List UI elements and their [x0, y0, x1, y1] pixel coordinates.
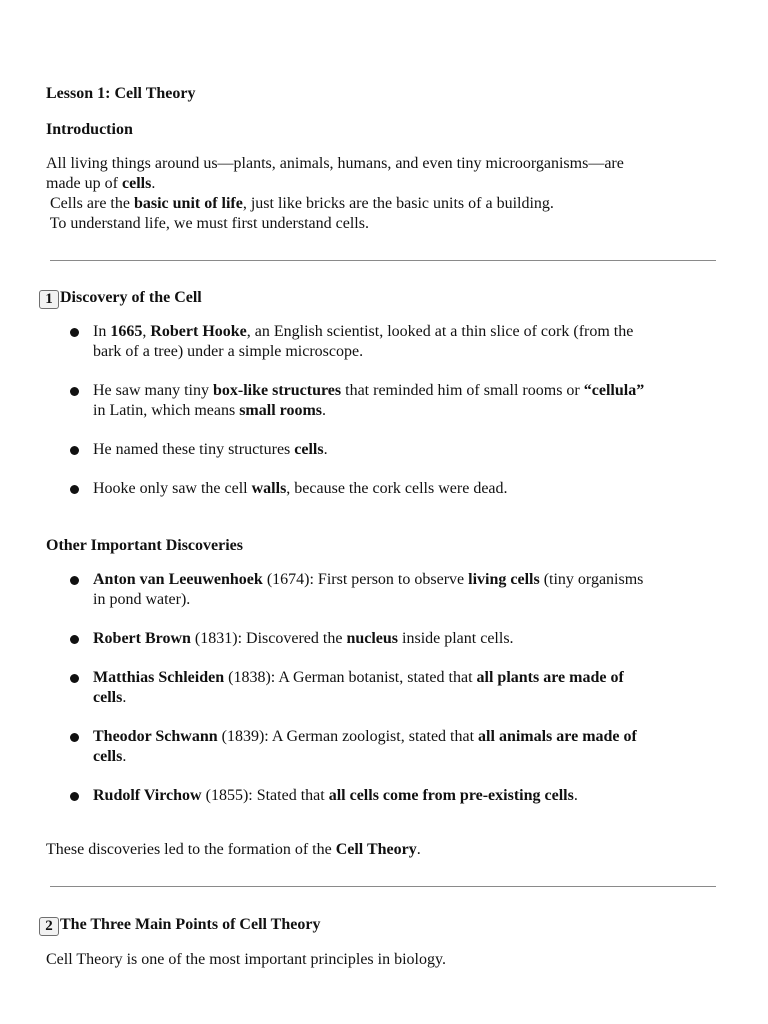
bullet-icon	[70, 322, 80, 332]
section-1-heading	[39, 288, 202, 309]
keycap-number-1-icon: 1	[39, 290, 59, 309]
text-run: .	[323, 441, 328, 458]
text-run: ,	[142, 323, 151, 340]
list-item-line	[93, 688, 733, 708]
bold-run: Matthias Schleiden	[93, 669, 225, 686]
text-run: Hooke only saw the cell	[93, 480, 252, 497]
list-item	[93, 440, 733, 460]
bold-run: basic unit of life	[133, 195, 243, 212]
bold-run: nucleus	[346, 630, 399, 647]
intro-paragraph	[46, 154, 624, 234]
section-1-title: Discovery of the Cell	[60, 289, 202, 306]
text-run: .	[122, 689, 127, 706]
list-item-line: in pond water).	[93, 591, 191, 608]
intro-heading: Introduction	[46, 121, 133, 138]
bold-run: Theodor Schwann	[93, 728, 218, 745]
list-item	[93, 479, 733, 499]
text-run: that reminded him of small rooms or	[341, 382, 584, 399]
list-item-line	[93, 440, 733, 460]
intro-line-4: To understand life, we must first understand cells.	[46, 215, 369, 232]
bold-run: Cell Theory	[335, 841, 417, 858]
list-item	[93, 629, 733, 649]
list-item-line	[93, 479, 733, 499]
text-run: .	[573, 787, 578, 804]
text-run: .	[322, 402, 326, 419]
text-run: .	[416, 841, 421, 858]
bullet-icon	[70, 479, 80, 489]
intro-line-3	[46, 194, 624, 214]
bold-run: cells	[121, 175, 152, 192]
bullet-icon	[70, 727, 80, 737]
bullet-icon	[70, 440, 80, 450]
keycap-number-2-icon: 2	[39, 917, 59, 936]
list-item-line	[93, 570, 733, 590]
text-run: , because the cork cells were dead.	[286, 480, 508, 497]
list-item-line	[93, 727, 733, 747]
bold-run: 1665	[110, 323, 143, 340]
text-run: (1674): First person to observ	[262, 571, 458, 588]
bold-run: small rooms	[239, 402, 322, 419]
bullet-icon	[70, 668, 80, 678]
bold-run: Robert Brown	[93, 630, 191, 647]
bullet-icon	[70, 381, 80, 391]
list-item-line	[93, 629, 733, 649]
text-run: in Latin, which means	[93, 402, 240, 419]
section-2-title: The Three Main Points of Cell Theory	[60, 916, 321, 933]
bold-run: Anton van Leeuwenhoek	[93, 571, 263, 588]
bullet-icon	[70, 786, 80, 796]
text-run: (1831): Discovered the	[190, 630, 347, 647]
text-run: He saw many tiny	[93, 382, 213, 399]
text-run: (1838): A German botanist, stated that	[224, 669, 477, 686]
text-run: inside plant cells.	[398, 630, 514, 647]
horizontal-divider	[50, 886, 716, 887]
section-2-text: Cell Theory is one of the most important principles in biology.	[46, 951, 446, 968]
section-2-heading	[39, 915, 320, 936]
other-discoveries-heading: Other Important Discoveries	[46, 537, 243, 554]
text-run: (tiny organisms	[539, 571, 644, 588]
list-item-line	[93, 668, 733, 688]
summary-sentence	[46, 840, 421, 860]
bullet-icon	[70, 570, 80, 580]
list-item-line	[93, 786, 733, 806]
list-item-line	[93, 401, 733, 421]
bold-run: cells	[93, 748, 123, 765]
bold-run: cells	[294, 441, 324, 458]
text-run: These discoveries led to the formation of the	[46, 841, 336, 858]
bold-run: cells	[93, 689, 123, 706]
list-item	[93, 322, 733, 362]
intro-line-2	[46, 174, 624, 194]
bold-run: living cells	[468, 571, 540, 588]
list-item	[93, 668, 733, 708]
bold-run: Rudolf Virchow	[93, 787, 202, 804]
text-run: (1839): A German zoologist, stated that	[217, 728, 479, 745]
bold-run: all animals are made of	[478, 728, 637, 745]
text-run: He named these tiny structures	[93, 441, 295, 458]
list-item-line: bark of a tree) under a simple microscope.	[93, 343, 364, 360]
lesson-title: Lesson 1: Cell Theory	[46, 85, 196, 102]
list-item	[93, 570, 733, 610]
text-run: .	[122, 748, 127, 765]
list-item-line	[93, 747, 733, 767]
list-item-line	[93, 381, 733, 401]
intro-line-1: All living things around us—plants, animals, humans, and even tiny microorganisms—are	[46, 155, 624, 172]
text-run: Cells are the	[46, 195, 134, 212]
bold-run: walls	[251, 480, 287, 497]
text-run: In	[93, 323, 111, 340]
bold-run: all cells come from pre-existing cells	[328, 787, 574, 804]
bold-run: all plants are made of	[476, 669, 624, 686]
horizontal-divider	[50, 260, 716, 261]
text-run: (1855): Stated that	[201, 787, 329, 804]
bold-run: “cellula”	[583, 382, 645, 399]
text-run: , an English scientist, looked at a thin slice of cork (from the	[246, 323, 634, 340]
bold-run: Robert Hooke	[150, 323, 247, 340]
text-run: e	[457, 571, 469, 588]
list-item	[93, 381, 733, 421]
text-run: made up of	[46, 175, 122, 192]
text-run: , just like bricks are the basic units of a building.	[242, 195, 554, 212]
bold-run: box-like structures	[212, 382, 342, 399]
list-item	[93, 786, 733, 806]
text-run: .	[151, 175, 156, 192]
list-item	[93, 727, 733, 767]
list-item-line	[93, 322, 733, 342]
bullet-icon	[70, 629, 80, 639]
